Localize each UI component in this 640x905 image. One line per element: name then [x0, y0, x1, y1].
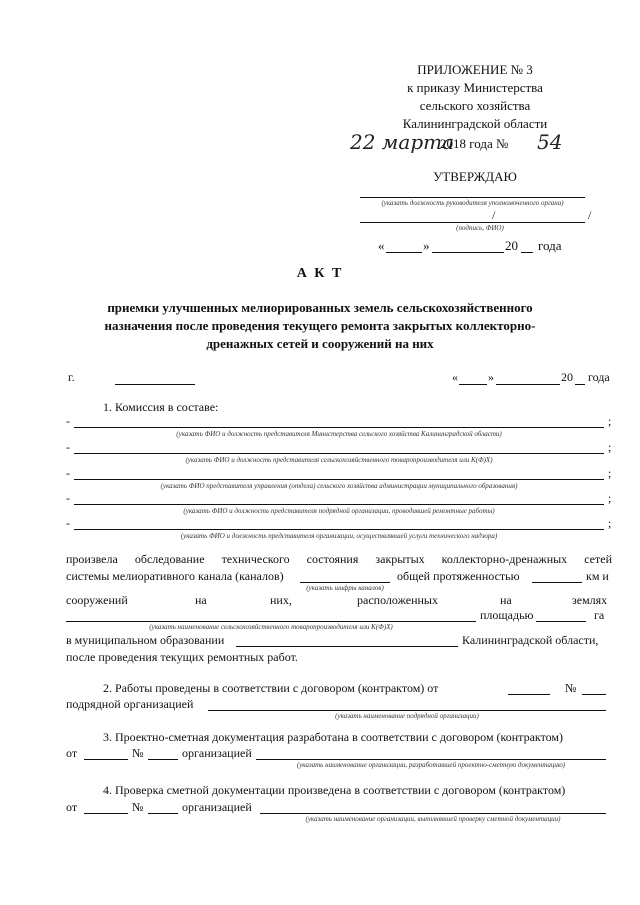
inspection-canal-label: системы мелиоративного канала (каналов) [66, 569, 284, 583]
approve-date-word: года [538, 238, 562, 253]
member-5-line [74, 529, 604, 530]
works-contract-text: 2. Работы проведены в соответствии с договором (контрактом) от [103, 681, 439, 695]
approve-day-line [386, 252, 422, 253]
member-5-dash: - [66, 516, 70, 530]
after-repair-text: после проведения текущих ремонтных работ. [66, 650, 298, 664]
member-5-hint: (указать ФИО и должность представителя организации, осуществлявшей услуги технического надзора) [180, 532, 498, 540]
member-2-semicolon: ; [608, 440, 612, 454]
signature-slash-1: / [492, 208, 496, 222]
act-day-line [459, 384, 487, 385]
act-month-line [496, 384, 560, 385]
structures-word-6: землях [572, 593, 608, 607]
member-2-hint: (указать ФИО и должность представителя сельскохозяйственного товаропроизводителя или К(Ф)Х) [185, 456, 493, 464]
act-title: А К Т [296, 266, 344, 281]
structures-word-1: сооружений [66, 593, 128, 607]
member-4-line [74, 504, 604, 505]
act-subtitle-3: дренажных сетей и сооружений на них [206, 336, 434, 351]
city-prefix: г. [68, 370, 75, 384]
handwritten-order-number: 54 [537, 130, 563, 154]
design-docs-no-sign: № [132, 746, 144, 760]
design-docs-text: 3. Проектно-сметная документация разработана в соответствии с договором (контрактом) [103, 730, 564, 744]
length-label: общей протяженностью [397, 569, 520, 583]
appendix-number: ПРИЛОЖЕНИЕ № 3 [417, 62, 533, 77]
design-docs-org-label: организацией [182, 746, 252, 760]
works-contract-no-sign: № [565, 681, 577, 695]
act-year-line [575, 384, 585, 385]
design-docs-hint: (указать наименование организации, разработавшей проектно-сметную документацию) [296, 761, 566, 769]
signature-hint: (подпись, ФИО) [456, 224, 504, 232]
act-date-close: » [488, 370, 494, 384]
area-label: площадью [480, 608, 534, 622]
member-1-dash: - [66, 414, 70, 428]
approve-date-open: « [378, 238, 385, 253]
design-docs-number-line [148, 759, 178, 760]
estimate-check-from: от [66, 800, 78, 814]
estimate-check-date-line [84, 813, 128, 814]
estimate-check-no-sign: № [132, 800, 144, 814]
member-2-dash: - [66, 440, 70, 454]
city-line [115, 384, 195, 385]
order-year-number: 2018 года № [440, 136, 509, 151]
canal-hint: (указать шифры каналов) [306, 584, 384, 592]
design-docs-date-line [84, 759, 128, 760]
municipality-line [236, 646, 458, 647]
municipality-label: в муниципальном образовании [66, 633, 225, 647]
member-1-hint: (указать ФИО и должность представителя Министерства сельского хозяйства Калининградской области) [176, 430, 502, 438]
works-contract-date-line [508, 694, 550, 695]
contractor-label: подрядной организацией [66, 697, 194, 711]
act-subtitle-2: назначения после проведения текущего ремонта закрытых коллекторно- [104, 318, 536, 333]
member-4-dash: - [66, 491, 70, 505]
handwritten-date: 22 марта [350, 130, 455, 154]
commission-label: 1. Комиссия в составе: [103, 400, 219, 414]
act-subtitle-1: приемки улучшенных мелиорированных земель сельскохозяйственного [107, 300, 533, 315]
member-5-semicolon: ; [608, 516, 612, 530]
estimate-check-org-label: организацией [182, 800, 252, 814]
approve-month-line [432, 252, 504, 253]
design-docs-org-line [256, 759, 606, 760]
approve-year-line [521, 252, 533, 253]
member-4-hint: (указать ФИО и должность представителя подрядной организации, проводившей ремонтные работы) [183, 507, 495, 515]
member-3-hint: (указать ФИО представителя управления (отдела) сельского хозяйства администрации муниципального образования) [160, 482, 518, 490]
signature-line [360, 222, 585, 223]
canal-line [300, 582, 390, 583]
member-3-semicolon: ; [608, 466, 612, 480]
works-contract-number-line [582, 694, 606, 695]
approve-date-close: » [423, 238, 430, 253]
owner-line [66, 621, 476, 622]
owner-hint: (указать наименование сельскохозяйственного товаропроизводителя или К(Ф)Х) [149, 623, 393, 631]
structures-word-5: на [500, 593, 512, 607]
structures-word-4: расположенных [357, 593, 438, 607]
km-label: км и [586, 569, 609, 583]
region-label: Калининградской области, [462, 633, 599, 647]
structures-word-3: них, [270, 593, 292, 607]
position-hint: (указать должность руководителя уполномоченного органа) [381, 199, 564, 207]
header-line-2: сельского хозяйства [419, 98, 531, 113]
approve-title: УТВЕРЖДАЮ [433, 169, 517, 184]
estimate-check-org-line [260, 813, 606, 814]
structures-word-2: на [195, 593, 207, 607]
act-date-open: « [452, 370, 458, 384]
member-4-semicolon: ; [608, 491, 612, 505]
member-2-line [74, 453, 604, 454]
header-line-3: Калининградской области [402, 116, 548, 131]
member-3-dash: - [66, 466, 70, 480]
header-line-1: к приказу Министерства [407, 80, 543, 95]
inspection-text-1: произвела обследование технического состояния закрытых коллекторно-дренажных сетей [66, 552, 612, 566]
act-date-word: года [588, 370, 610, 384]
member-3-line [74, 479, 604, 480]
ha-label: га [594, 608, 605, 622]
design-docs-from: от [66, 746, 78, 760]
member-1-line [74, 427, 604, 428]
member-1-semicolon: ; [608, 414, 612, 428]
estimate-check-number-line [148, 813, 178, 814]
act-date-year: 20 [561, 370, 573, 384]
estimate-check-hint: (указать наименование организации, выполнявшей проверку сметной документации) [305, 815, 561, 823]
contractor-hint: (указать наименование подрядной организации) [335, 712, 479, 720]
area-line [536, 621, 586, 622]
approve-date-year: 20 [505, 238, 518, 253]
position-line [360, 197, 585, 198]
contractor-line [208, 710, 606, 711]
estimate-check-text: 4. Проверка сметной документации произведена в соответствии с договором (контрактом) [103, 783, 566, 797]
signature-slash-2: / [588, 208, 592, 222]
length-line [532, 582, 582, 583]
